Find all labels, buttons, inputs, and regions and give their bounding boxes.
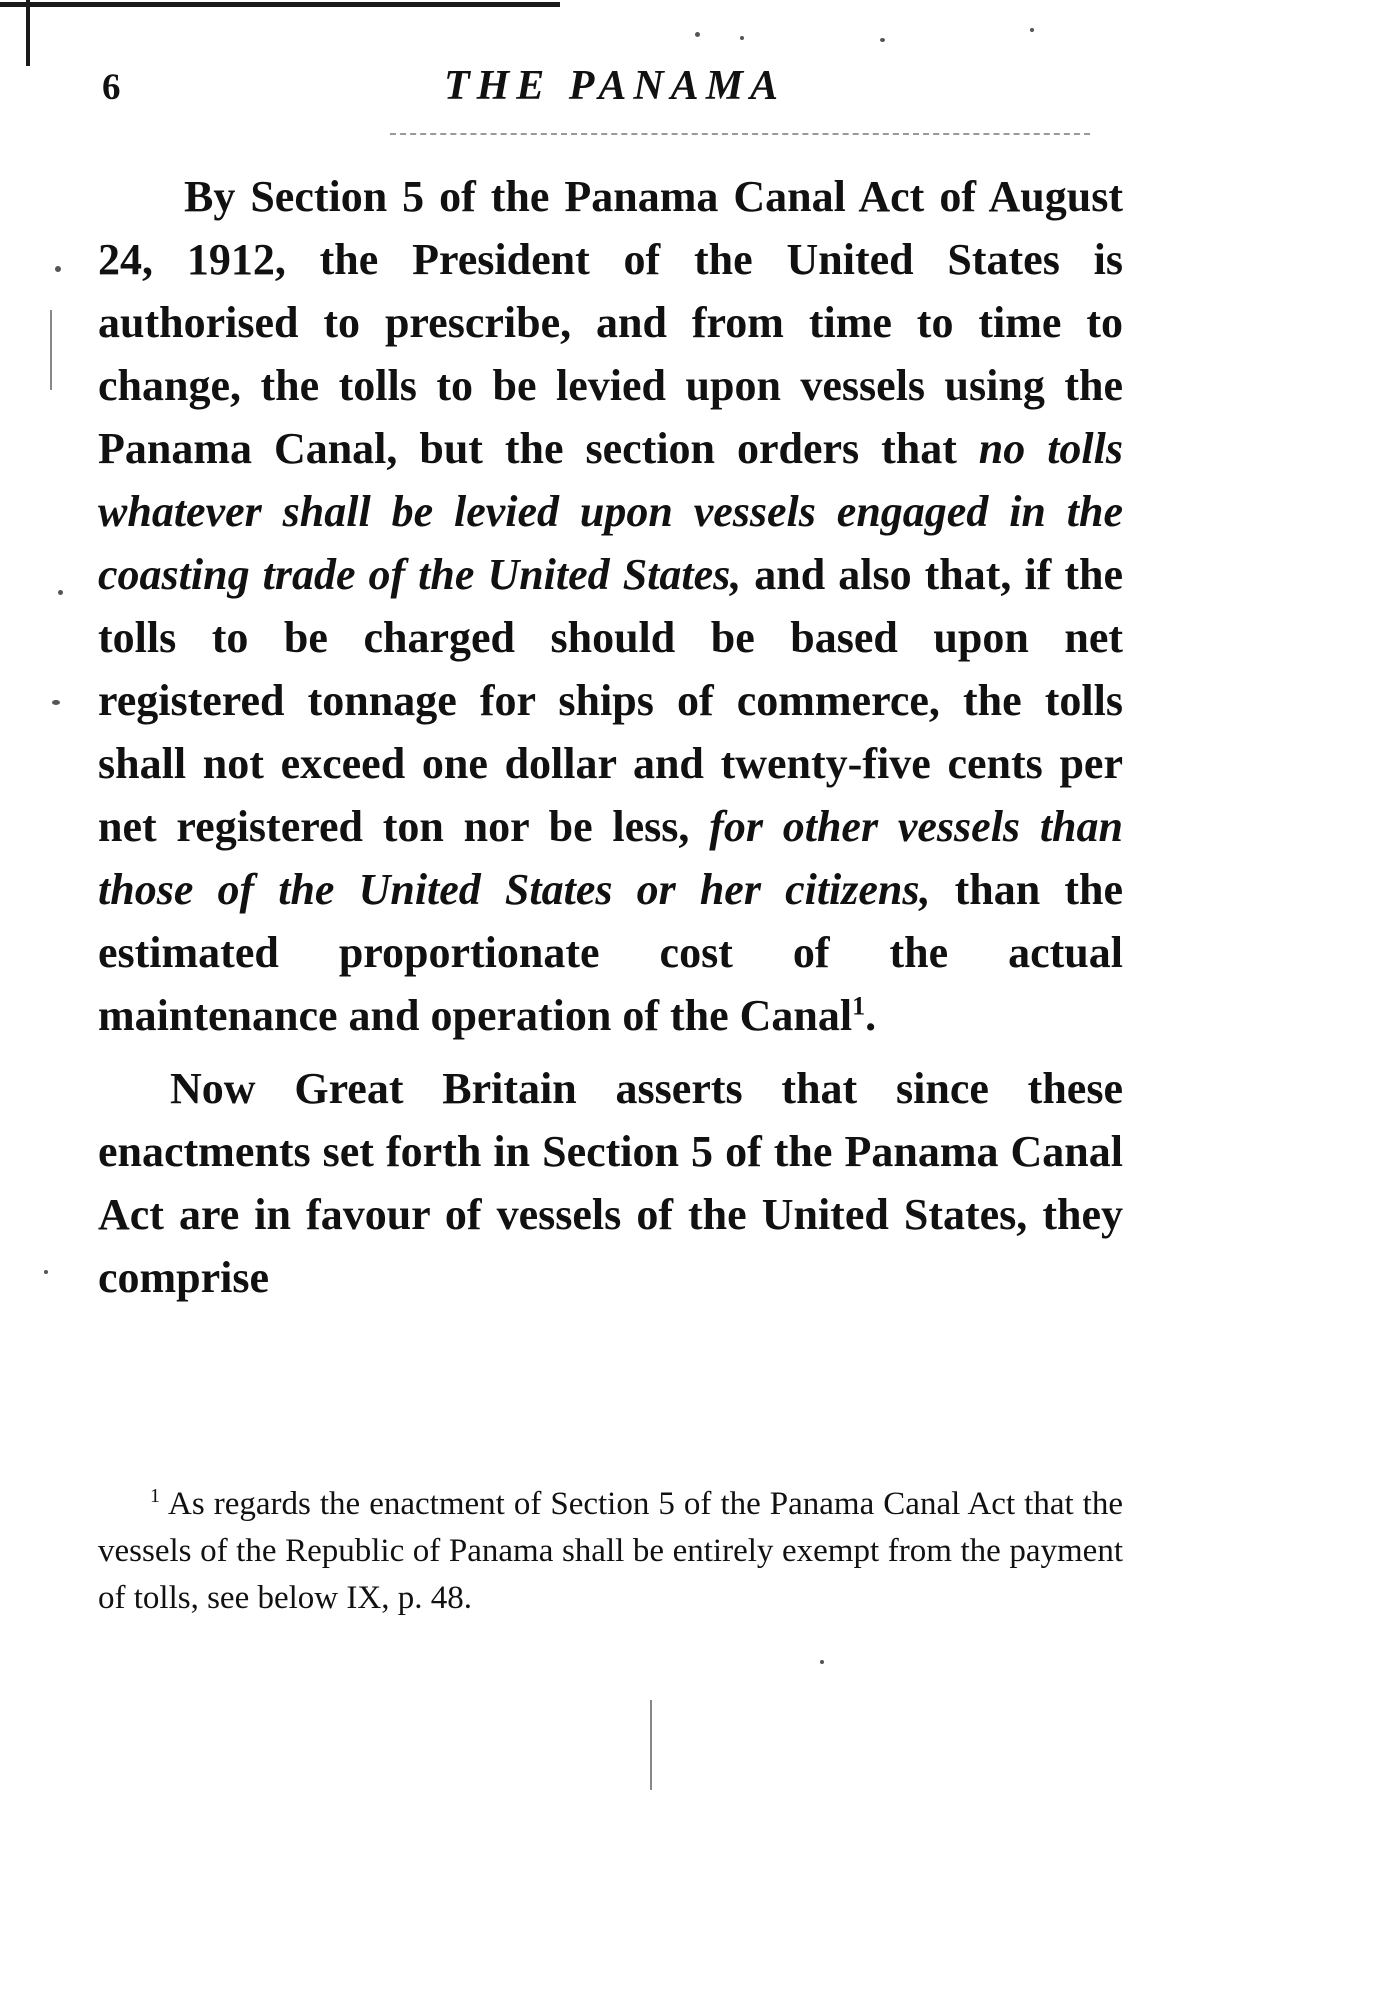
page-number: 6 (102, 67, 121, 108)
header-rule (390, 133, 1090, 135)
scan-speck (880, 38, 885, 42)
scan-speck (740, 36, 744, 40)
text-run: and also that, if the tolls to be charged should be based upon net registered tonnage for ships of commerce, the tolls shall not exceed one dollar and twenty-five cents per net registered ton nor be less, (98, 550, 1123, 851)
paragraph-great-britain (98, 1057, 1123, 1309)
scan-margin-mark (50, 310, 52, 390)
paragraph-section-5 (98, 165, 1123, 1047)
text-run: Panama Canal (98, 424, 387, 473)
text-run: than the estimated proportionate cost of the actual maintenance and operation of the Canal (98, 865, 1124, 1040)
text-run: President of the United States (412, 235, 1060, 284)
running-header (102, 58, 1127, 118)
footnote-text: As regards the enactment of Section 5 of the Panama Canal Act that the vessels of the Republic of Panama shall be entirely exempt from the payment of tolls, see below IX, p. 48. (98, 1486, 1123, 1616)
scan-speck (1030, 28, 1034, 32)
scan-corner-mark (26, 0, 30, 66)
text-run: By Section 5 of the (184, 172, 565, 221)
scan-speck (44, 1270, 48, 1274)
running-title: THE PANAMA (443, 63, 786, 109)
scan-speck (55, 266, 61, 272)
scan-speck (820, 1660, 824, 1664)
text-run: . (865, 991, 877, 1040)
footnote (98, 1481, 1123, 1622)
text-run: of August 24, 1912, the (98, 172, 1124, 284)
footnote-reference[interactable]: 1 (852, 991, 866, 1021)
text-run: Now Great Britain asserts that since these enactments set forth in Section 5 of the Panama Canal Act are in favour of vessels of the United States, they comprise (98, 1064, 1123, 1302)
scan-speck (52, 700, 60, 705)
footnote-marker: 1 (150, 1485, 160, 1507)
text-run: Panama Canal Act (564, 172, 925, 221)
text-run: is authorised to prescribe, and from time to time to change, the tolls to be levied upon vessels using the (98, 235, 1124, 410)
text-run: , but the section orders that (386, 424, 979, 473)
scan-speck (58, 590, 63, 595)
main-text (98, 165, 1123, 1309)
italic-emphasis: for other vessels than those of the United States or her citizens, (98, 802, 1123, 914)
scan-speck (695, 32, 700, 37)
scan-edge-line (0, 2, 560, 7)
scan-margin-mark (650, 1700, 652, 1790)
italic-emphasis: no tolls whatever shall be levied upon vessels engaged in the coasting trade of the United States, (98, 424, 1123, 599)
